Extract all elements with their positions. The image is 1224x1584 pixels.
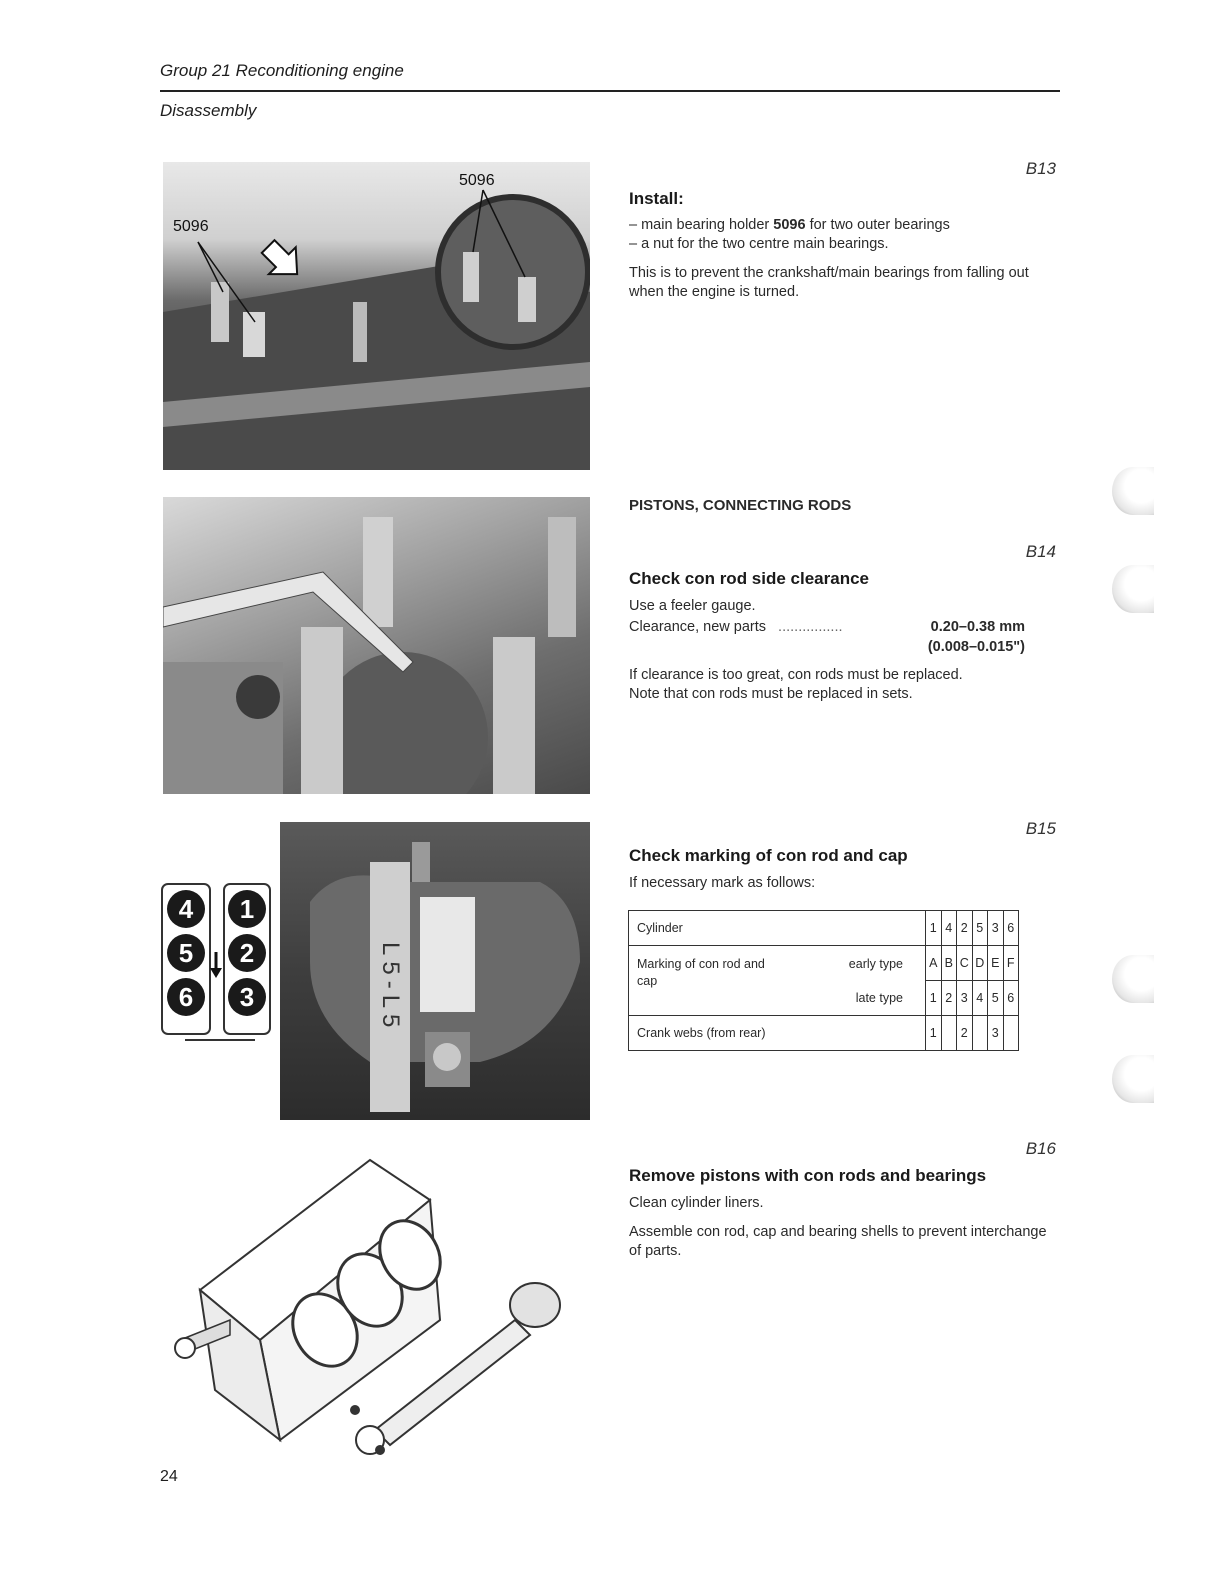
feeler-gauge-photo xyxy=(163,497,590,794)
table-row-cylinder xyxy=(629,911,1019,946)
rod-stamp-text: L5-L5 xyxy=(377,942,404,1034)
cylinder-1: 1 xyxy=(228,890,266,928)
table-cell: 4 xyxy=(972,981,988,1016)
con-rod-illustration xyxy=(280,822,590,1120)
step-code-b14: B14 xyxy=(1025,542,1056,561)
table-cell: 1 xyxy=(926,1016,942,1051)
table-cell: 6 xyxy=(1003,911,1019,946)
b13-heading: Install: xyxy=(629,189,684,208)
clearance-dots: ................ xyxy=(778,619,843,635)
binder-hole xyxy=(1112,565,1154,613)
table-cell: 4 xyxy=(941,911,957,946)
b14-heading: Check con rod side clearance xyxy=(629,569,869,588)
b16-line-2: Assemble con rod, cap and bearing shells to prevent interchange of parts. xyxy=(629,1224,1047,1259)
binder-hole xyxy=(1112,467,1154,515)
b13-item-2: – a nut for the two centre main bearings. xyxy=(629,236,889,252)
table-cell: 5 xyxy=(988,981,1004,1016)
table-cell: B xyxy=(941,946,957,981)
table-cell xyxy=(972,1016,988,1051)
table-cell: 6 xyxy=(1003,981,1019,1016)
table-cell: 1 xyxy=(926,981,942,1016)
webs-label: Crank webs (from rear) xyxy=(629,1016,926,1051)
section-title: Disassembly xyxy=(160,101,257,120)
b15-heading: Check marking of con rod and cap xyxy=(629,846,908,865)
table-cell: D xyxy=(972,946,988,981)
page-number: 24 xyxy=(160,1468,178,1485)
marking-label: Marking of con rod and cap xyxy=(637,957,765,988)
table-cell: F xyxy=(1003,946,1019,981)
table-cell: 3 xyxy=(957,981,973,1016)
header-rule xyxy=(160,90,1060,92)
table-cell: 2 xyxy=(957,911,973,946)
clearance-mm: 0.20–0.38 mm xyxy=(930,619,1025,635)
tool-label-left: 5096 xyxy=(173,218,209,235)
table-cell: 2 xyxy=(957,1016,973,1051)
table-cell: 3 xyxy=(988,911,1004,946)
cylinder-2: 2 xyxy=(228,934,266,972)
engine-block-drawing xyxy=(170,1140,590,1460)
table-cell: 2 xyxy=(941,981,957,1016)
table-cell: C xyxy=(957,946,973,981)
early-type-label: early type xyxy=(848,957,903,971)
table-row-early xyxy=(629,946,1019,981)
tool-label-right: 5096 xyxy=(459,172,495,189)
table-cell: E xyxy=(988,946,1004,981)
b15-line: If necessary mark as follows: xyxy=(629,875,816,891)
b14-clearance-row xyxy=(629,618,1059,637)
engine-block-illustration xyxy=(170,1140,590,1460)
cylinder-6: 6 xyxy=(167,978,205,1016)
cylinder-order-diagram xyxy=(160,882,272,1042)
table-cell xyxy=(1003,1016,1019,1051)
section-title-pistons: PISTONS, CONNECTING RODS xyxy=(629,497,852,514)
b16-heading: Remove pistons with con rods and bearings xyxy=(629,1166,987,1185)
table-cell: 5 xyxy=(972,911,988,946)
clearance-label: Clearance, new parts xyxy=(629,619,767,635)
b14-note-1: If clearance is too great, con rods must be replaced. xyxy=(629,667,963,683)
cylinders-right-bank xyxy=(228,890,266,1016)
table-cell: 1 xyxy=(926,911,942,946)
cylinder-3: 3 xyxy=(228,978,266,1016)
crankcase-illustration xyxy=(163,162,590,470)
cylinder-5: 5 xyxy=(167,934,205,972)
binder-hole xyxy=(1112,955,1154,1003)
cylinder-label: Cylinder xyxy=(629,911,926,946)
feeler-gauge-illustration xyxy=(163,497,590,794)
b14-note-2: Note that con rods must be replaced in sets. xyxy=(629,686,913,702)
step-code-b13: B13 xyxy=(1025,159,1056,178)
table-cell: A xyxy=(926,946,942,981)
marking-table xyxy=(628,910,1019,1051)
step-code-b16: B16 xyxy=(1025,1139,1056,1158)
b16-line-1: Clean cylinder liners. xyxy=(629,1195,764,1211)
b14-line-1: Use a feeler gauge. xyxy=(629,598,756,614)
con-rod-marking-photo xyxy=(280,822,590,1120)
table-row-webs xyxy=(629,1016,1019,1051)
marking-label-cell xyxy=(629,946,926,1016)
table-cell xyxy=(941,1016,957,1051)
cylinder-4: 4 xyxy=(167,890,205,928)
running-header: Group 21 Reconditioning engine xyxy=(160,61,404,80)
cylinders-left-bank xyxy=(167,890,205,1016)
crankcase-photo xyxy=(163,162,590,470)
late-type-label: late type xyxy=(855,991,903,1005)
b13-item-1: – main bearing holder 5096 for two outer bearings xyxy=(629,217,950,233)
b13-paragraph: This is to prevent the crankshaft/main bearings from falling out when the engine is turned. xyxy=(629,265,1029,300)
binder-hole xyxy=(1112,1055,1154,1103)
step-code-b15: B15 xyxy=(1025,819,1056,838)
table-cell: 3 xyxy=(988,1016,1004,1051)
clearance-inch: (0.008–0.015") xyxy=(927,639,1025,655)
